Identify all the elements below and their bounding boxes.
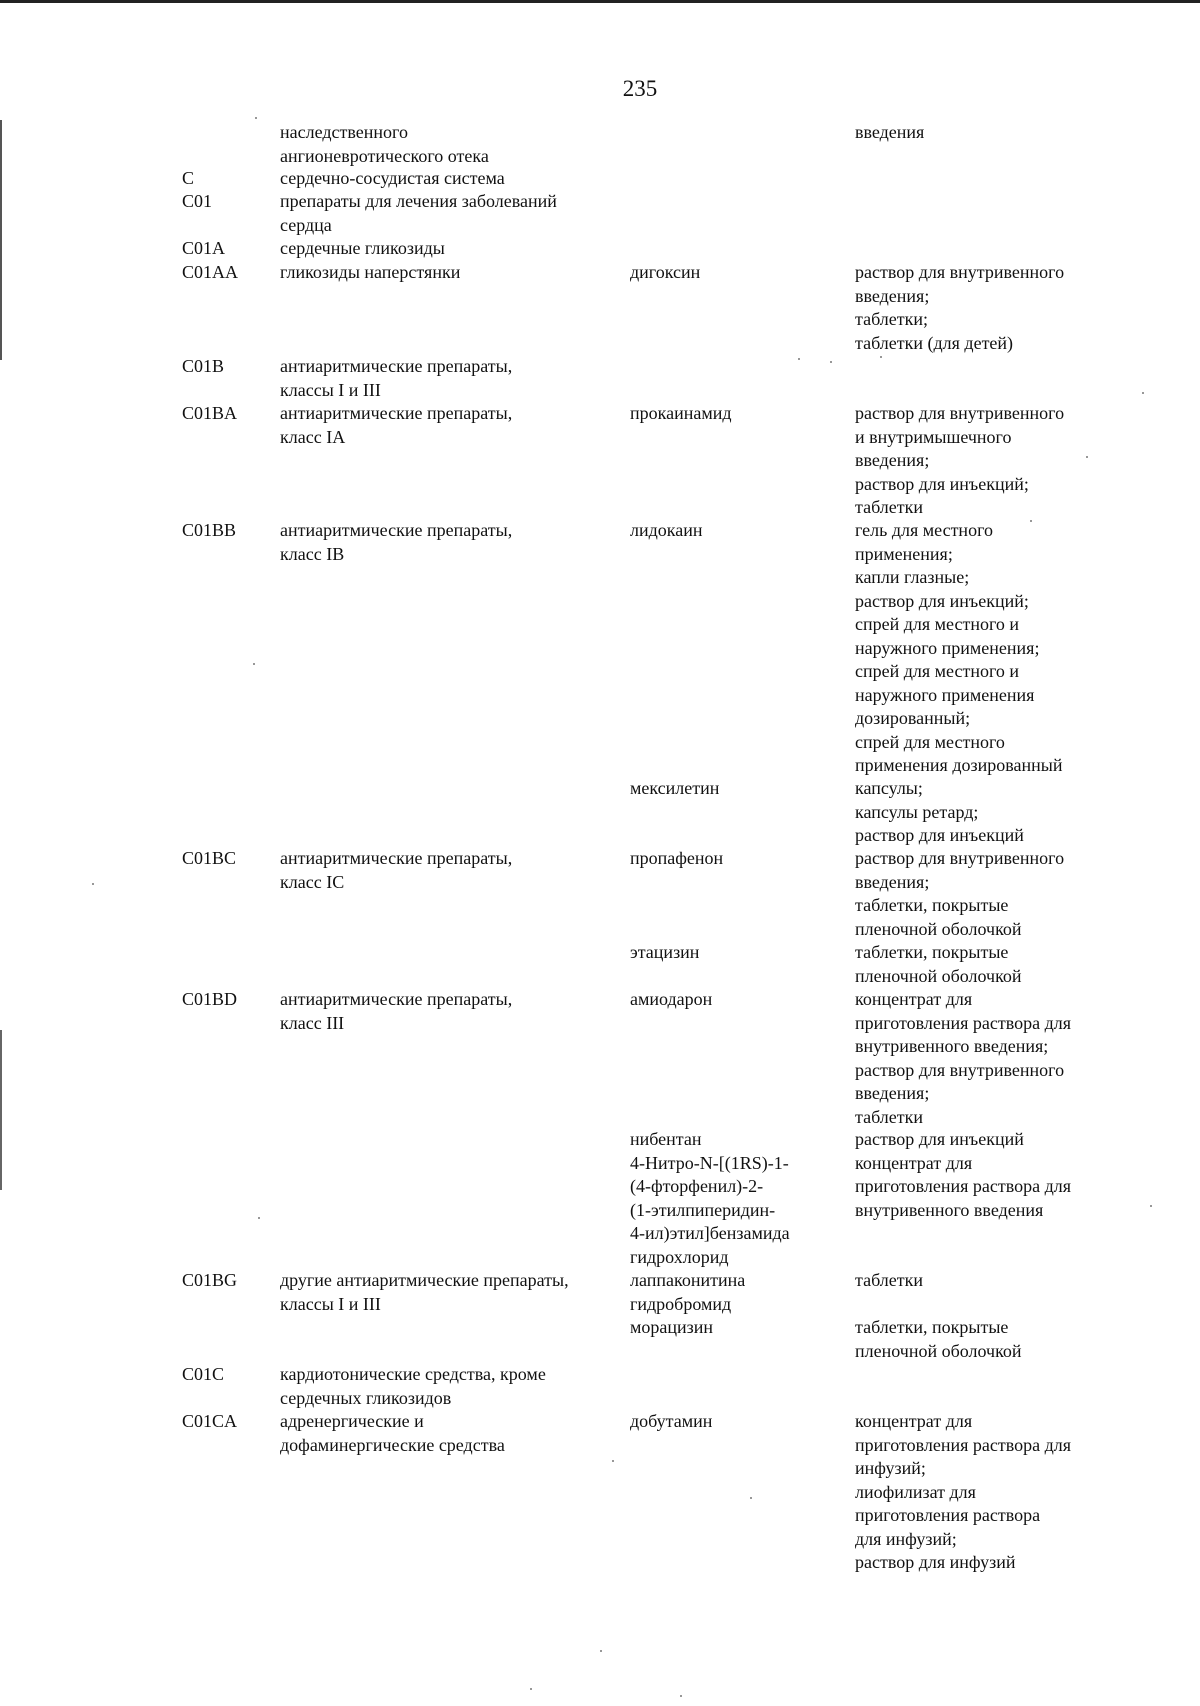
drug-name-cell xyxy=(630,941,850,965)
scan-speck xyxy=(880,356,882,358)
dosage-form-cell xyxy=(855,1269,1200,1293)
dosage-form-cell xyxy=(855,1128,1200,1222)
atc-code-cell xyxy=(182,261,272,285)
drug-name-line: амиодарон xyxy=(630,989,713,1009)
dosage-form-line: капсулы ретард; xyxy=(855,801,979,822)
pharmacological-group-cell xyxy=(280,988,620,1035)
dosage-form-line: инфузий; xyxy=(855,1458,926,1478)
atc-code-line: C01BB xyxy=(182,520,237,540)
dosage-form-line: введения; xyxy=(855,450,930,470)
dosage-form-line: таблетки, покрытые xyxy=(855,942,1009,962)
dosage-form-cell xyxy=(855,847,1200,941)
pharmacological-group-line: классы I и III xyxy=(280,1293,381,1314)
drug-name-line: гидробромид xyxy=(630,1293,732,1314)
atc-code-line: C01A xyxy=(182,238,226,258)
dosage-form-line: спрей для местного xyxy=(855,731,1005,752)
atc-code-cell xyxy=(182,355,272,379)
drug-name-line: лидокаин xyxy=(630,520,703,540)
scan-speck xyxy=(1030,520,1032,522)
atc-code-line: C01CA xyxy=(182,1411,238,1431)
atc-code-cell xyxy=(182,190,272,214)
pharmacological-group-line: наследственного xyxy=(280,122,408,142)
dosage-form-line: капли глазные; xyxy=(855,567,970,587)
dosage-form-line: введения; xyxy=(855,1083,930,1103)
dosage-form-line: применения; xyxy=(855,543,953,564)
pharmacological-group-cell xyxy=(280,1363,620,1410)
pharmacological-group-cell xyxy=(280,519,620,566)
atc-code-cell xyxy=(182,519,272,543)
pharmacological-group-line: сердца xyxy=(280,214,332,235)
dosage-form-line: таблетки, покрытые xyxy=(855,1317,1009,1337)
pharmacological-group-cell xyxy=(280,261,620,285)
drug-name-cell xyxy=(630,1269,850,1316)
dosage-form-line: введения xyxy=(855,122,925,142)
pharmacological-group-cell xyxy=(280,1269,620,1316)
dosage-form-line: приготовления раствора для xyxy=(855,1176,1071,1196)
drug-name-cell xyxy=(630,988,850,1012)
drug-name-line: прокаинамид xyxy=(630,403,732,423)
dosage-form-line: гель для местного xyxy=(855,520,993,540)
atc-code-cell xyxy=(182,847,272,871)
dosage-form-line: спрей для местного и xyxy=(855,661,1020,681)
drug-name-line: (1-этилпиперидин- xyxy=(630,1199,776,1220)
dosage-form-line: пленочной оболочкой xyxy=(855,918,1022,939)
pharmacological-group-line: кардиотонические средства, кроме xyxy=(280,1364,546,1384)
dosage-form-line: таблетки xyxy=(855,1270,924,1290)
pharmacological-group-cell xyxy=(280,355,620,402)
dosage-form-cell xyxy=(855,402,1200,520)
scan-speck xyxy=(750,1497,752,1499)
dosage-form-line: наружного применения xyxy=(855,684,1035,705)
atc-code-line: C01B xyxy=(182,356,225,376)
page-number: 235 xyxy=(622,76,658,101)
dosage-form-line: дозированный; xyxy=(855,708,971,728)
atc-code-cell xyxy=(182,237,272,261)
scan-speck xyxy=(1150,1205,1152,1207)
drug-name-line: этацизин xyxy=(630,942,700,962)
drug-name-line: 4-ил)этил]бензамида xyxy=(630,1223,790,1243)
pharmacological-group-line: антиаритмические препараты, xyxy=(280,520,513,540)
atc-code-line: C01BA xyxy=(182,403,238,423)
pharmacological-group-line: ангионевротического отека xyxy=(280,145,489,166)
dosage-form-line: раствор для инъекций; xyxy=(855,473,1029,494)
dosage-form-line: раствор для инфузий xyxy=(855,1552,1016,1572)
pharmacological-group-cell xyxy=(280,237,620,261)
atc-code-line: C xyxy=(182,168,195,188)
drug-name-cell xyxy=(630,847,850,871)
dosage-form-line: применения дозированный xyxy=(855,755,1063,775)
drug-name-cell xyxy=(630,261,850,285)
drug-name-cell xyxy=(630,777,850,801)
dosage-form-cell xyxy=(855,519,1200,778)
drug-name-line: дигоксин xyxy=(630,262,701,282)
drug-name-cell xyxy=(630,519,850,543)
atc-code-cell xyxy=(182,988,272,1012)
dosage-form-line: спрей для местного и xyxy=(855,614,1020,634)
scan-speck xyxy=(92,883,94,885)
dosage-form-line: раствор для инъекций; xyxy=(855,590,1029,611)
pharmacological-group-line: другие антиаритмические препараты, xyxy=(280,1270,569,1290)
drug-name-line: (4-фторфенил)-2- xyxy=(630,1176,764,1196)
scan-speck xyxy=(830,361,832,363)
dosage-form-line: внутривенного введения; xyxy=(855,1036,1049,1056)
atc-code-line: C01BD xyxy=(182,989,238,1009)
dosage-form-cell xyxy=(855,1316,1200,1363)
atc-code-cell xyxy=(182,1269,272,1293)
atc-code-cell xyxy=(182,1363,272,1387)
dosage-form-line: для инфузий; xyxy=(855,1528,957,1549)
pharmacological-group-cell xyxy=(280,1410,620,1457)
dosage-form-line: приготовления раствора для xyxy=(855,1012,1071,1033)
dosage-form-line: введения; xyxy=(855,285,930,306)
drug-name-cell xyxy=(630,1316,850,1340)
pharmacological-group-line: класс IA xyxy=(280,426,346,447)
scan-speck xyxy=(798,358,800,360)
dosage-form-line: раствор для внутривенного xyxy=(855,848,1065,868)
pharmacological-group-line: антиаритмические препараты, xyxy=(280,403,513,423)
dosage-form-cell xyxy=(855,121,1200,145)
pharmacological-group-line: антиаритмические препараты, xyxy=(280,989,513,1009)
pharmacological-group-line: препараты для лечения заболеваний xyxy=(280,191,557,211)
dosage-form-line: пленочной оболочкой xyxy=(855,1340,1022,1361)
pharmacological-group-line: дофаминергические средства xyxy=(280,1434,505,1455)
drug-name-line: гидрохлорид xyxy=(630,1246,729,1267)
drug-name-line: добутамин xyxy=(630,1411,713,1431)
pharmacological-group-line: классы I и III xyxy=(280,379,381,400)
atc-code-cell xyxy=(182,167,272,191)
dosage-form-line: концентрат для xyxy=(855,1411,973,1431)
pharmacological-group-line: класс IB xyxy=(280,543,345,564)
dosage-form-line: таблетки; xyxy=(855,309,929,329)
pharmacological-group-line: антиаритмические препараты, xyxy=(280,356,513,376)
dosage-form-line: концентрат для xyxy=(855,1152,973,1173)
dosage-form-line: лиофилизат для xyxy=(855,1481,976,1502)
pharmacological-group-line: сердечные гликозиды xyxy=(280,238,445,258)
atc-code-line: C01BG xyxy=(182,1270,238,1290)
drug-name-cell xyxy=(630,1410,850,1434)
pharmacological-group-line: класс IC xyxy=(280,871,345,892)
scan-speck xyxy=(258,1217,260,1219)
pharmacological-group-cell xyxy=(280,190,620,237)
pharmacological-group-line: адренергические и xyxy=(280,1411,424,1431)
scan-speck xyxy=(1142,392,1144,394)
scan-speck xyxy=(1086,456,1088,458)
dosage-form-line: раствор для инъекций xyxy=(855,825,1024,845)
drug-name-line: лаппаконитина xyxy=(630,1270,746,1290)
pharmacological-group-line: гликозиды наперстянки xyxy=(280,262,461,282)
scan-speck xyxy=(600,1650,602,1652)
drug-name-line: нибентан xyxy=(630,1129,702,1149)
dosage-form-line: концентрат для xyxy=(855,989,973,1009)
atc-code-cell xyxy=(182,402,272,426)
dosage-form-line: наружного применения; xyxy=(855,637,1040,658)
dosage-form-line: приготовления раствора xyxy=(855,1505,1041,1525)
drug-name-line: 4-Нитро-N-[(1RS)-1- xyxy=(630,1152,789,1173)
dosage-form-line: раствор для инъекций xyxy=(855,1129,1024,1149)
scan-speck xyxy=(680,1695,682,1697)
drug-name-line: пропафенон xyxy=(630,848,724,868)
dosage-form-line: таблетки (для детей) xyxy=(855,332,1014,353)
dosage-form-line: раствор для внутривенного xyxy=(855,1059,1065,1080)
dosage-form-cell xyxy=(855,777,1200,848)
dosage-form-line: введения; xyxy=(855,871,930,892)
dosage-form-cell xyxy=(855,988,1200,1129)
dosage-form-cell xyxy=(855,941,1200,988)
dosage-form-line: раствор для внутривенного xyxy=(855,403,1065,423)
dosage-form-line: таблетки xyxy=(855,1106,924,1127)
pharmacological-group-line: сердечно-сосудистая система xyxy=(280,168,505,188)
scan-speck xyxy=(253,663,255,665)
pharmacological-group-cell xyxy=(280,847,620,894)
pharmacological-group-line: класс III xyxy=(280,1012,345,1033)
dosage-form-line: и внутримышечного xyxy=(855,426,1012,447)
atc-code-line: C01AA xyxy=(182,262,239,282)
dosage-form-line: капсулы; xyxy=(855,778,923,798)
dosage-form-line: приготовления раствора для xyxy=(855,1434,1071,1455)
atc-code-line: C01 xyxy=(182,191,213,211)
pharmacological-group-cell xyxy=(280,121,620,168)
pharmacological-group-line: антиаритмические препараты, xyxy=(280,848,513,868)
scan-speck xyxy=(255,117,257,119)
drug-name-cell xyxy=(630,402,850,426)
pharmacological-group-cell xyxy=(280,402,620,449)
atc-code-cell xyxy=(182,1410,272,1434)
pharmacological-group-cell xyxy=(280,167,620,191)
dosage-form-line: внутривенного введения xyxy=(855,1199,1044,1220)
drug-name-line: морацизин xyxy=(630,1317,714,1337)
scan-speck xyxy=(530,1688,532,1690)
atc-code-line: C01C xyxy=(182,1364,225,1384)
scan-speck xyxy=(612,1460,614,1462)
drug-name-line: мексилетин xyxy=(630,778,720,798)
dosage-form-line: пленочной оболочкой xyxy=(855,965,1022,986)
atc-code-line: C01BC xyxy=(182,848,237,868)
drug-name-cell xyxy=(630,1128,850,1269)
dosage-form-line: раствор для внутривенного xyxy=(855,262,1065,282)
dosage-form-line: таблетки, покрытые xyxy=(855,895,1009,915)
dosage-form-cell xyxy=(855,261,1200,355)
pharmacological-group-line: сердечных гликозидов xyxy=(280,1387,452,1408)
dosage-form-line: таблетки xyxy=(855,497,924,517)
dosage-form-cell xyxy=(855,1410,1200,1575)
